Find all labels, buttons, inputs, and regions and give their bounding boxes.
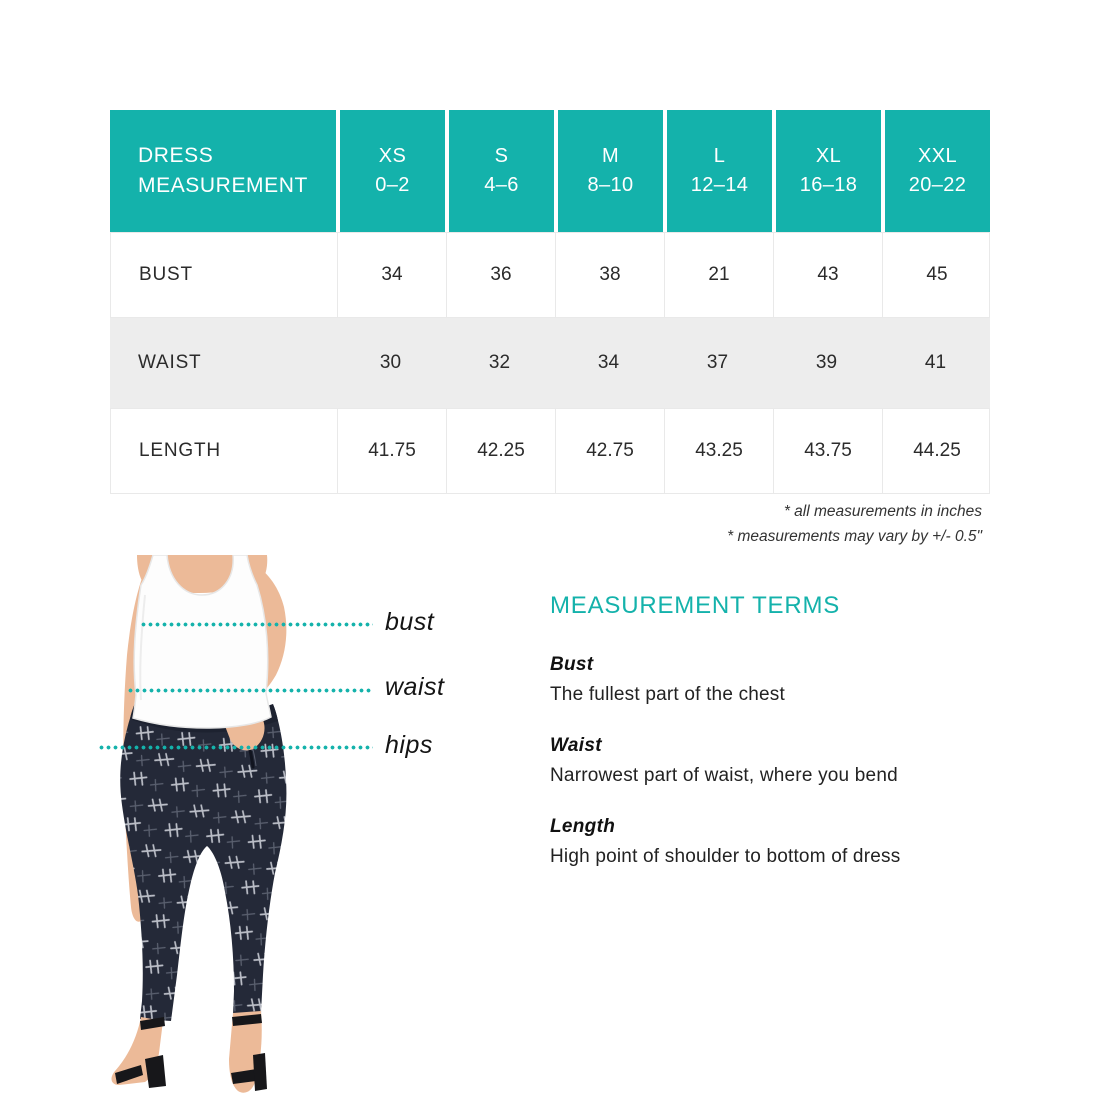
size-name: XXL [917, 145, 957, 167]
corner-header-line1: DRESS [138, 144, 214, 167]
term-name: Waist [550, 735, 602, 756]
length-value-xs: 41.75 [337, 409, 446, 493]
size-chart-header-row [110, 110, 990, 232]
size-range: 16–18 [799, 174, 858, 196]
term-name: Length [550, 816, 616, 837]
waist-value-m: 34 [597, 352, 620, 373]
length-value-s: 42.25 [446, 409, 555, 493]
size-name: S [494, 145, 509, 167]
term-waist [550, 735, 1010, 787]
waist-value-xs: 30 [379, 352, 402, 373]
size-range: 20–22 [908, 174, 967, 196]
bust-dotted-line [140, 622, 373, 627]
term-name: Bust [550, 654, 594, 675]
bust-value-xs: 34 [337, 233, 446, 317]
term-definition: The fullest part of the chest [550, 684, 785, 705]
size-name: XL [815, 145, 842, 167]
size-header-s [445, 110, 554, 232]
right-sandal [229, 1011, 267, 1093]
term-definition: Narrowest part of waist, where you bend [550, 765, 898, 786]
size-chart-table [110, 110, 990, 494]
size-range: 0–2 [375, 174, 410, 196]
waist-value-xl: 39 [815, 352, 838, 373]
bust-line-label: bust [385, 608, 435, 636]
row-label: LENGTH [139, 440, 221, 461]
table-footnotes [110, 499, 982, 549]
term-length [550, 816, 1010, 868]
bust-value-l: 21 [664, 233, 773, 317]
size-name: M [601, 145, 620, 167]
size-header-m [554, 110, 663, 232]
terms-heading: MEASUREMENT TERMS [550, 592, 841, 619]
hips-dotted-line [98, 745, 373, 750]
waist-value-l: 37 [706, 352, 729, 373]
measurement-terms-section [550, 592, 1010, 897]
length-value-xl: 43.75 [773, 409, 882, 493]
term-definition: High point of shoulder to bottom of dress [550, 846, 901, 867]
table-row-bust [110, 232, 990, 318]
size-name: L [713, 145, 726, 167]
size-header-l [663, 110, 772, 232]
length-value-m: 42.75 [555, 409, 664, 493]
bust-value-s: 36 [446, 233, 555, 317]
term-bust [550, 654, 1010, 706]
length-value-l: 43.25 [664, 409, 773, 493]
left-sandal [112, 1017, 166, 1088]
row-label: WAIST [138, 352, 202, 373]
waist-value-xxl: 41 [924, 352, 947, 373]
footnote-units: * all measurements in inches [783, 503, 982, 520]
corner-header-line2: MEASUREMENT [138, 174, 308, 197]
waist-value-s: 32 [488, 352, 511, 373]
corner-header-cell [110, 110, 336, 232]
size-name: XS [378, 145, 407, 167]
size-range: 8–10 [587, 174, 634, 196]
waist-line-label: waist [385, 673, 445, 701]
size-header-xs [336, 110, 445, 232]
bust-value-xl: 43 [773, 233, 882, 317]
length-value-xxl: 44.25 [882, 409, 991, 493]
hips-line-label: hips [385, 731, 433, 759]
bust-value-m: 38 [555, 233, 664, 317]
size-header-xxl [881, 110, 990, 232]
pants [120, 703, 286, 1021]
size-range: 4–6 [484, 174, 519, 196]
footnote-tolerance: * measurements may vary by +/- 0.5" [727, 528, 982, 545]
row-label: BUST [139, 264, 193, 285]
size-range: 12–14 [690, 174, 749, 196]
table-row-waist [110, 318, 990, 408]
size-header-xl [772, 110, 881, 232]
waist-dotted-line [127, 688, 373, 693]
bust-value-xxl: 45 [882, 233, 991, 317]
model-photo [95, 555, 340, 1100]
table-row-length [110, 408, 990, 494]
